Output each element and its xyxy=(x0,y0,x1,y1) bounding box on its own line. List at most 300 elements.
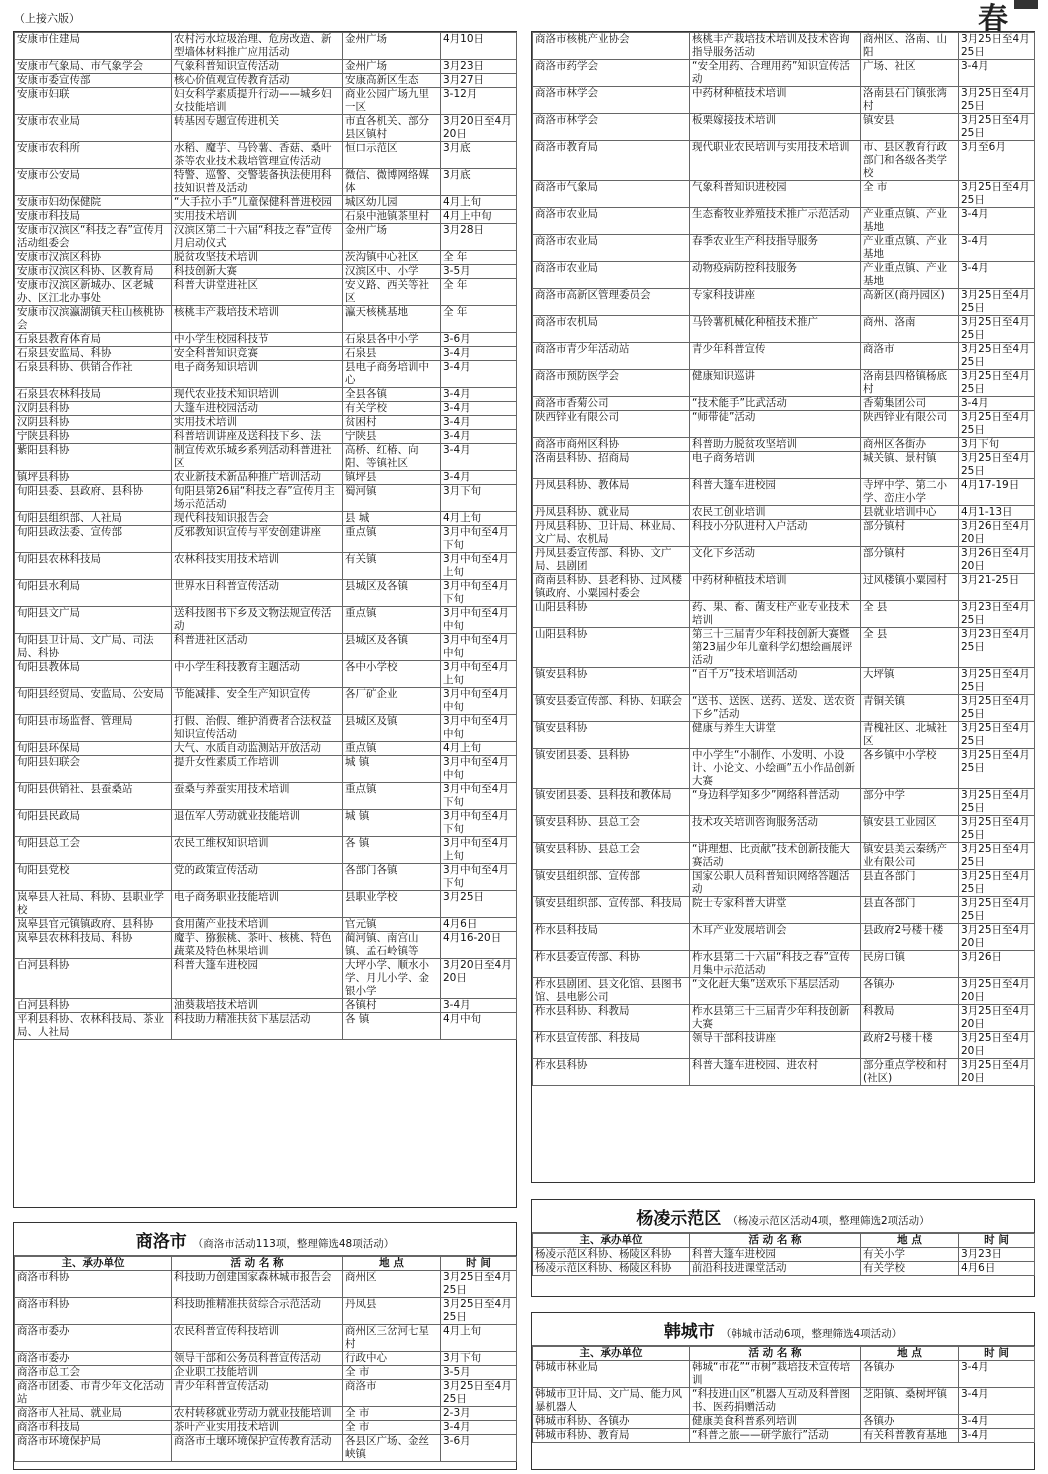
cell-time: 3月25日至4月25日 xyxy=(959,749,1035,789)
cell-time: 3月25日至4月25日 xyxy=(959,789,1035,816)
cell-unit: 韩城市林业局 xyxy=(533,1361,690,1388)
table-row xyxy=(15,661,517,688)
cell-activity: 农村污水垃圾治理、危房改造、新型墙体材料推广应用活动 xyxy=(172,33,343,60)
cell-place: 县直各部门 xyxy=(861,897,959,924)
cell-activity: 专家科技讲座 xyxy=(690,289,861,316)
cell-activity: 文化下乡活动 xyxy=(690,547,861,574)
cell-activity: 科普进社区活动 xyxy=(172,634,343,661)
cell-time: 3月25日至4月25日 xyxy=(441,1298,517,1325)
cell-place: 茨沟镇中心社区 xyxy=(343,251,441,265)
table-row xyxy=(15,959,517,999)
cell-activity: 节能减排、安全生产知识宣传 xyxy=(172,688,343,715)
cell-unit: 旬阳县文广局 xyxy=(15,607,172,634)
cell-place: 蔺河镇、南宫山镇、孟石岭镇等 xyxy=(343,932,441,959)
cell-unit: 旬阳县委、县政府、县科协 xyxy=(15,485,172,512)
cell-unit: 旬阳县经贸局、安监局、公安局 xyxy=(15,688,172,715)
cell-time: 3-4月 xyxy=(959,60,1035,87)
cell-time: 3月中旬至4月中旬 xyxy=(441,688,517,715)
cell-time: 3月25日至4月20日 xyxy=(959,1032,1035,1059)
cell-activity: “科普之旅——研学旅行”活动 xyxy=(690,1429,861,1443)
cell-place: 商州区 xyxy=(343,1271,441,1298)
table-row xyxy=(15,1407,517,1421)
cell-time: 4月17-19日 xyxy=(959,479,1035,506)
cell-place: 市、县区教育行政部门和各级各类学校 xyxy=(861,141,959,181)
cell-time: 全 年 xyxy=(441,306,517,333)
cell-activity: 实用技术培训 xyxy=(172,416,343,430)
cell-activity: 农民工创业培训 xyxy=(690,506,861,520)
table-row xyxy=(15,932,517,959)
cell-activity: 科普大篷车进校园 xyxy=(690,479,861,506)
cell-place: 县 城 xyxy=(343,512,441,526)
cell-activity: 汉滨区第二十六届“科技之春”宣传月启动仪式 xyxy=(172,224,343,251)
table-row xyxy=(15,1298,517,1325)
cell-activity: 气象科普知识宣传活动 xyxy=(172,60,343,74)
cell-activity: 核桃丰产栽培技术培训 xyxy=(172,306,343,333)
table-row xyxy=(533,438,1035,452)
cell-time: 4月10日 xyxy=(441,33,517,60)
cell-activity: 世界水日科普宣传活动 xyxy=(172,580,343,607)
cell-place: 瀛天核桃基地 xyxy=(343,306,441,333)
cell-activity: 柞水县第三十三届青少年科技创新大赛 xyxy=(690,1005,861,1032)
cell-place: 蜀河镇 xyxy=(343,485,441,512)
cell-activity: 中药材种植技术培训 xyxy=(690,574,861,601)
cell-place: 青槐社区、北城社区 xyxy=(861,722,959,749)
cell-time: 全 年 xyxy=(441,251,517,265)
cell-time: 3-4月 xyxy=(959,1429,1035,1443)
cell-place: 全 市 xyxy=(343,1407,441,1421)
cell-activity: 科普大篷车进校园 xyxy=(172,959,343,999)
cell-unit: 柞水县委宣传部、科协 xyxy=(533,951,690,978)
cell-time: 3月25日至4月25日 xyxy=(959,668,1035,695)
cell-time: 3月25日 xyxy=(441,891,517,918)
cell-unit: 丹凤县委宣传部、科协、文广局、县剧团 xyxy=(533,547,690,574)
cell-unit: 商洛市人社局、就业局 xyxy=(15,1407,172,1421)
cell-time: 4月上旬 xyxy=(441,1325,517,1352)
table-row xyxy=(533,628,1035,668)
cell-activity: 食用菌产业技术培训 xyxy=(172,918,343,932)
cell-time: 3月26日至4月20日 xyxy=(959,547,1035,574)
cell-place: 市直各机关、部分县区镇村 xyxy=(343,115,441,142)
cell-activity: 安全科普知识竞赛 xyxy=(172,347,343,361)
table-row xyxy=(15,88,517,115)
cell-place: 产业重点镇、产业基地 xyxy=(861,208,959,235)
shangluo-title xyxy=(14,1223,516,1256)
cell-place: 县政府2号楼十楼 xyxy=(861,924,959,951)
cell-time: 3-12月 xyxy=(441,88,517,115)
cell-activity: 韩城“市花”“市树”栽培技术宣传培训 xyxy=(690,1361,861,1388)
table-row xyxy=(15,891,517,918)
cell-unit: 岚皋县农林科技局、科协 xyxy=(15,932,172,959)
cell-unit: 镇安县科协、县总工会 xyxy=(533,816,690,843)
cell-activity: 动物疫病防控科技服务 xyxy=(690,262,861,289)
cell-activity: 春季农业生产科技指导服务 xyxy=(690,235,861,262)
cell-place: 大坪镇 xyxy=(861,668,959,695)
table-row xyxy=(533,789,1035,816)
cell-time: 3月中旬至4月上旬 xyxy=(441,837,517,864)
cell-time: 3月25日至4月25日 xyxy=(441,1380,517,1407)
cell-time: 3月下旬 xyxy=(959,438,1035,452)
cell-unit: 商洛市预防医学会 xyxy=(533,370,690,397)
cell-time: 3月23日至4月25日 xyxy=(959,628,1035,668)
cell-time: 3月27日 xyxy=(441,74,517,88)
cell-time: 4月6日 xyxy=(959,1262,1035,1276)
cell-unit: 宁陕县科协 xyxy=(15,430,172,444)
cell-time: 3月20日至4月20日 xyxy=(441,959,517,999)
cell-time: 3月23日 xyxy=(959,1248,1035,1262)
table-row xyxy=(533,370,1035,397)
cell-time: 3月25日至4月25日 xyxy=(441,1271,517,1298)
cell-activity: 药、果、畜、菌支柱产业专业技术培训 xyxy=(690,601,861,628)
cell-activity: 科技创新大赛 xyxy=(172,265,343,279)
cell-unit: 商洛市环境保护局 xyxy=(15,1435,172,1462)
cell-place: 汉滨区中、小学 xyxy=(343,265,441,279)
header-place: 地 点 xyxy=(861,1234,959,1248)
table-row xyxy=(533,816,1035,843)
cell-activity: 反邪教知识宣传与平安创建讲座 xyxy=(172,526,343,553)
cell-activity: 板栗嫁接技术培训 xyxy=(690,114,861,141)
cell-activity: 农林科技实用技术培训 xyxy=(172,553,343,580)
cell-place: 商州区、洛南、山阳 xyxy=(861,33,959,60)
cell-place: 产业重点镇、产业基地 xyxy=(861,262,959,289)
cell-activity: 前沿科技进课堂活动 xyxy=(690,1262,861,1276)
cell-activity: 提升女性素质工作培训 xyxy=(172,756,343,783)
table-row xyxy=(15,1435,517,1462)
cell-activity: 国家公职人员科普知识网络答题活动 xyxy=(690,870,861,897)
table-row xyxy=(15,607,517,634)
table-row xyxy=(533,114,1035,141)
cell-activity: 现代农业技术知识培训 xyxy=(172,388,343,402)
cell-time: 3-5月 xyxy=(441,1366,517,1380)
cell-time: 4月上中旬 xyxy=(441,210,517,224)
cell-time: 全 年 xyxy=(441,279,517,306)
table-row xyxy=(533,479,1035,506)
cell-time: 4月16-20日 xyxy=(441,932,517,959)
cell-activity: 现代科技知识报告会 xyxy=(172,512,343,526)
cell-unit: 平利县科协、农林科技局、茶业局、人社局 xyxy=(15,1013,172,1040)
cell-unit: 商洛市林学会 xyxy=(533,87,690,114)
cell-place: 香菊集团公司 xyxy=(861,397,959,411)
cell-place: 有关镇 xyxy=(343,553,441,580)
cell-unit: 商洛市高新区管理委员会 xyxy=(533,289,690,316)
cell-activity: 核桃丰产栽培技术培训及技术咨询指导服务活动 xyxy=(690,33,861,60)
table-row xyxy=(15,416,517,430)
cell-time: 3月中旬至4月下旬 xyxy=(441,526,517,553)
yangling-title xyxy=(532,1200,1034,1233)
table-row xyxy=(15,251,517,265)
cell-activity: 科普助力脱贫攻坚培训 xyxy=(690,438,861,452)
table-row xyxy=(15,715,517,742)
cell-activity: “送书、送医、送药、送发、送农资下乡”活动 xyxy=(690,695,861,722)
table-row xyxy=(533,870,1035,897)
cell-activity: 马铃薯机械化种植技术推广 xyxy=(690,316,861,343)
left-table xyxy=(14,32,517,1040)
cell-place: 部分镇村 xyxy=(861,547,959,574)
cell-activity: 企业职工技能培训 xyxy=(172,1366,343,1380)
table-row xyxy=(533,1429,1035,1443)
cell-time: 3月25日至4月20日 xyxy=(959,1059,1035,1086)
cell-unit: 杨凌示范区科协、杨陵区科协 xyxy=(533,1262,690,1276)
cell-place: 部分重点学校和村(社区) xyxy=(861,1059,959,1086)
cell-activity: 科普大讲堂进社区 xyxy=(172,279,343,306)
cell-unit: 商洛市教育局 xyxy=(533,141,690,181)
table-row xyxy=(15,1380,517,1407)
table-row xyxy=(15,279,517,306)
cell-place: 重点镇 xyxy=(343,526,441,553)
table-row xyxy=(15,210,517,224)
cell-time: 3月下旬 xyxy=(441,485,517,512)
cell-unit: 柞水县科技局 xyxy=(533,924,690,951)
table-row xyxy=(533,1415,1035,1429)
cell-place: 镇安县工业园区 xyxy=(861,816,959,843)
table-row xyxy=(15,361,517,388)
cell-time: 3月25日至4月20日 xyxy=(959,1005,1035,1032)
cell-time: 3月25日至4月20日 xyxy=(959,924,1035,951)
cell-unit: 安康市妇联 xyxy=(15,88,172,115)
cell-unit: 商洛市农业局 xyxy=(533,262,690,289)
cell-place: 城关镇、景村镇 xyxy=(861,452,959,479)
cell-unit: 柞水县科协 xyxy=(533,1059,690,1086)
cell-unit: 韩城市科协、各镇办 xyxy=(533,1415,690,1429)
cell-place: 石泉中池镇茶里村 xyxy=(343,210,441,224)
cell-unit: 旬阳县环保局 xyxy=(15,742,172,756)
header-unit: 主、承办单位 xyxy=(533,1347,690,1361)
table-row xyxy=(15,756,517,783)
cell-place: 各中小学校 xyxy=(343,661,441,688)
table-row xyxy=(15,580,517,607)
cell-place: 镇安县美云秦绣产业有限公司 xyxy=(861,843,959,870)
cell-time: 3月中旬至4月下旬 xyxy=(441,810,517,837)
cell-activity: 领导干部科技讲座 xyxy=(690,1032,861,1059)
cell-place: 县城区及各镇 xyxy=(343,580,441,607)
cell-unit: 安康市汉滨区“科技之春”宣传月活动组委会 xyxy=(15,224,172,251)
header-activity: 活 动 名 称 xyxy=(690,1234,861,1248)
cell-time: 3月25日至4月25日 xyxy=(959,370,1035,397)
table-row xyxy=(15,60,517,74)
cell-place: 有关学校 xyxy=(861,1262,959,1276)
cell-activity: 木耳产业发展培训会 xyxy=(690,924,861,951)
cell-unit: 旬阳县市场监督、管理局 xyxy=(15,715,172,742)
table-row xyxy=(533,668,1035,695)
cell-activity: “身边科学知多少”网络科普活动 xyxy=(690,789,861,816)
table-row xyxy=(15,347,517,361)
cell-time: 3月25日至4月20日 xyxy=(959,978,1035,1005)
cell-activity: 院士专家科普大讲堂 xyxy=(690,897,861,924)
cell-activity: 科技助力精准扶贫下基层活动 xyxy=(172,1013,343,1040)
cell-unit: 安康市妇幼保健院 xyxy=(15,196,172,210)
header-place: 地 点 xyxy=(343,1257,441,1271)
cell-unit: 旬阳县供销社、县蚕桑站 xyxy=(15,783,172,810)
table-row xyxy=(15,430,517,444)
cell-activity: “科技进山区”机器人互动及科普图书、医药捐赠活动 xyxy=(690,1388,861,1415)
cell-unit: 旬阳县水利局 xyxy=(15,580,172,607)
header-place: 地 点 xyxy=(861,1347,959,1361)
table-row xyxy=(533,520,1035,547)
right-table-box xyxy=(531,31,1035,1183)
cell-time: 3月25日至4月25日 xyxy=(959,816,1035,843)
cell-time: 3月26日至4月20日 xyxy=(959,520,1035,547)
cell-unit: 商洛市农业局 xyxy=(533,208,690,235)
cell-time: 3月中旬至4月上旬 xyxy=(441,553,517,580)
table-row xyxy=(15,115,517,142)
table-row xyxy=(533,506,1035,520)
table-row xyxy=(533,951,1035,978)
cell-place: 有关科普教育基地 xyxy=(861,1429,959,1443)
table-row xyxy=(15,444,517,471)
cell-activity: 第三十三届青少年科技创新大赛暨第23届少年儿童科学幻想绘画展评活动 xyxy=(690,628,861,668)
cell-unit: 旬阳县总工会 xyxy=(15,837,172,864)
cell-time: 3月26日 xyxy=(959,951,1035,978)
cell-time: 3-4月 xyxy=(441,999,517,1013)
cell-activity: 健康与养生大讲堂 xyxy=(690,722,861,749)
cell-activity: “大手拉小手”儿童保健科普进校园 xyxy=(172,196,343,210)
cell-time: 3-4月 xyxy=(959,235,1035,262)
cell-unit: 紫阳县科协 xyxy=(15,444,172,471)
cell-time: 4月1-13日 xyxy=(959,506,1035,520)
cell-time: 3月中旬至4月下旬 xyxy=(441,783,517,810)
cell-unit: 安康市汉滨瀛湖镇天柱山核桃协会 xyxy=(15,306,172,333)
cell-unit: 岚皋县人社局、科协、县职业学校 xyxy=(15,891,172,918)
cell-activity: 农村转移就业劳动力就业技能培训 xyxy=(172,1407,343,1421)
cell-time: 3月25日至4月25日 xyxy=(959,316,1035,343)
table-row xyxy=(15,471,517,485)
cell-place: 镇坪县 xyxy=(343,471,441,485)
table-row xyxy=(533,60,1035,87)
cell-time: 3月25日至4月25日 xyxy=(959,843,1035,870)
cell-unit: 商洛市林学会 xyxy=(533,114,690,141)
cell-activity: “百千万”技术培训活动 xyxy=(690,668,861,695)
cell-unit: 商洛市科协 xyxy=(15,1271,172,1298)
cell-unit: 商洛市气象局 xyxy=(533,181,690,208)
cell-place: 商州区各街办 xyxy=(861,438,959,452)
cell-activity: 蚕桑与养蚕实用技术培训 xyxy=(172,783,343,810)
cell-place: 安康高新区生态 xyxy=(343,74,441,88)
shangluo-name: 商洛市 xyxy=(135,1232,187,1252)
cell-time: 3-4月 xyxy=(441,347,517,361)
table-row xyxy=(533,1361,1035,1388)
header-time: 时 间 xyxy=(959,1347,1035,1361)
cell-activity: 中药材种植技术培训 xyxy=(690,87,861,114)
cell-place: 大坪小学、顺水小学、月儿小学、金银小学 xyxy=(343,959,441,999)
cell-time: 3月25日至4月25日 xyxy=(959,289,1035,316)
cell-unit: 丹凤县科协、就业局 xyxy=(533,506,690,520)
cell-place: 商洛市 xyxy=(861,343,959,370)
cell-activity: 商洛市土壤环境保护宣传教育活动 xyxy=(172,1435,343,1462)
table-row xyxy=(15,169,517,196)
table-row xyxy=(15,224,517,251)
cell-activity: 科普大篷车进校园 xyxy=(690,1248,861,1262)
cell-place: 部分镇村 xyxy=(861,520,959,547)
cell-place: 高桥、红椿、向阳、等镇社区 xyxy=(343,444,441,471)
cell-unit: 白河县科协 xyxy=(15,999,172,1013)
cell-unit: 商洛市总工会 xyxy=(15,1366,172,1380)
cell-activity: 健康知识巡讲 xyxy=(690,370,861,397)
table-row xyxy=(533,343,1035,370)
cell-unit: 商洛市科协 xyxy=(15,1298,172,1325)
table-row xyxy=(15,333,517,347)
cell-activity: 生态畜牧业养殖技术推广示范活动 xyxy=(690,208,861,235)
cell-activity: 气象科普知识进校园 xyxy=(690,181,861,208)
cell-activity: 青少年科普宣传活动 xyxy=(172,1380,343,1407)
cell-activity: 领导干部和公务员科普宣传活动 xyxy=(172,1352,343,1366)
cell-time: 3月底 xyxy=(441,142,517,169)
continued-note: （上接六版） xyxy=(14,12,80,25)
cell-unit: 陕西锌业有限公司 xyxy=(533,411,690,438)
cell-time: 3月25日至4月25日 xyxy=(959,695,1035,722)
cell-time: 3月25日至4月25日 xyxy=(959,33,1035,60)
cell-activity: 大篷车进校园活动 xyxy=(172,402,343,416)
table-row xyxy=(533,547,1035,574)
cell-time: 3月中旬至4月中旬 xyxy=(441,634,517,661)
cell-unit: 白河县科协 xyxy=(15,959,172,999)
cell-place: 广场、社区 xyxy=(861,60,959,87)
cell-time: 3月20日至4月20日 xyxy=(441,115,517,142)
cell-time: 3-4月 xyxy=(959,1415,1035,1429)
table-row xyxy=(15,1366,517,1380)
cell-time: 3-4月 xyxy=(441,444,517,471)
table-row xyxy=(533,978,1035,1005)
cell-place: 重点镇 xyxy=(343,783,441,810)
cell-time: 3-4月 xyxy=(959,262,1035,289)
cell-time: 3月25日至4月25日 xyxy=(959,114,1035,141)
shangluo-table xyxy=(14,1256,517,1462)
table-row xyxy=(533,722,1035,749)
cell-activity: 魔芋、猕猴桃、茶叶、核桃、特色蔬菜及特色林果培训 xyxy=(172,932,343,959)
cell-activity: 旬阳县第26届“科技之春”宣传月主场示范活动 xyxy=(172,485,343,512)
cell-time: 4月中旬 xyxy=(441,1013,517,1040)
cell-time: 3月25日至4月25日 xyxy=(959,722,1035,749)
table-row xyxy=(15,918,517,932)
table-row xyxy=(15,1352,517,1366)
cell-unit: 安康市汉滨区新城办、区老城办、区江北办事处 xyxy=(15,279,172,306)
yangling-table xyxy=(532,1233,1035,1276)
cell-time: 3-4月 xyxy=(441,471,517,485)
cell-unit: 汉阴县科协 xyxy=(15,416,172,430)
table-row xyxy=(533,1388,1035,1415)
cell-unit: 安康市农业局 xyxy=(15,115,172,142)
cell-unit: 柞水县宣传部、科技局 xyxy=(533,1032,690,1059)
table-row xyxy=(533,141,1035,181)
cell-time: 3月下旬 xyxy=(441,1352,517,1366)
header-unit: 主、承办单位 xyxy=(533,1234,690,1248)
table-row xyxy=(533,1032,1035,1059)
table-row xyxy=(533,87,1035,114)
yangling-box xyxy=(531,1199,1035,1297)
header-unit: 主、承办单位 xyxy=(15,1257,172,1271)
cell-time: 4月上旬 xyxy=(441,512,517,526)
table-row xyxy=(533,897,1035,924)
cell-time: 3-4月 xyxy=(441,416,517,430)
table-row xyxy=(533,262,1035,289)
table-row xyxy=(15,142,517,169)
cell-time: 3月25日至4月25日 xyxy=(959,870,1035,897)
cell-unit: 商洛市团委、市青少年文化活动站 xyxy=(15,1380,172,1407)
cell-place: 各 镇 xyxy=(343,837,441,864)
cell-place: 商业公园广场九里一区 xyxy=(343,88,441,115)
table-row xyxy=(533,924,1035,951)
cell-place: 产业重点镇、产业基地 xyxy=(861,235,959,262)
cell-activity: 技术攻关培训咨询服务活动 xyxy=(690,816,861,843)
cell-unit: 镇安县科协 xyxy=(533,722,690,749)
cell-place: 各镇办 xyxy=(861,978,959,1005)
cell-activity: 茶叶产业实用技术培训 xyxy=(172,1421,343,1435)
cell-place: 重点镇 xyxy=(343,607,441,634)
cell-place: 丹凤县 xyxy=(343,1298,441,1325)
cell-unit: 石泉县安监局、科协 xyxy=(15,347,172,361)
cell-place: 商州、洛南 xyxy=(861,316,959,343)
cell-unit: 商洛市香菊公司 xyxy=(533,397,690,411)
cell-unit: 镇安团县委、县科技和教体局 xyxy=(533,789,690,816)
cell-unit: 石泉县农林科技局 xyxy=(15,388,172,402)
